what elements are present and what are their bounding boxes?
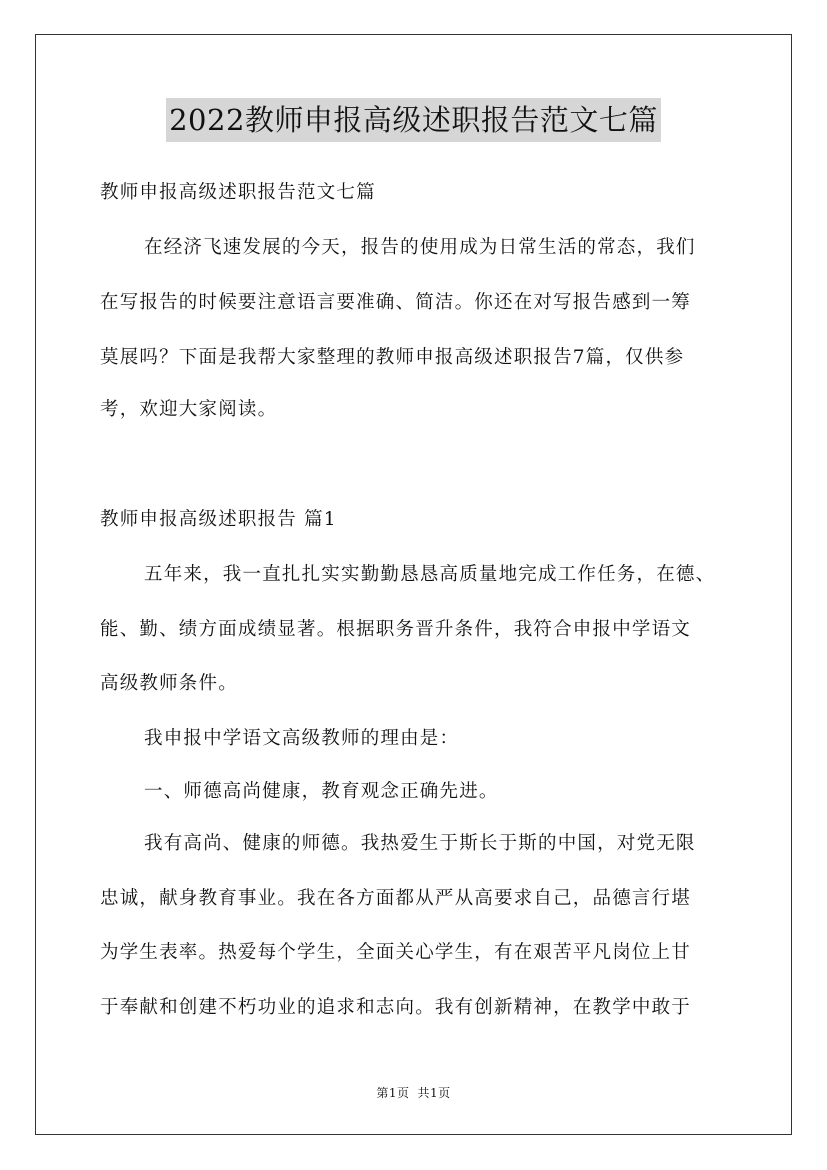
- para2-line-1: 我申报中学语文高级教师的理由是：: [144, 728, 460, 749]
- para4-line-4: 于奉献和创建不朽功业的追求和志向。我有创新精神，在教学中敢于: [100, 997, 692, 1018]
- page-total: 共1页: [417, 1086, 451, 1100]
- para1-line-1: 五年来，我一直扎扎实实勤勤恳恳高质量地完成工作任务，在德、: [144, 564, 716, 585]
- para4-line-1: 我有高尚、健康的师德。我热爱生于斯长于斯的中国，对党无限: [144, 833, 696, 854]
- intro-line-3: 莫展吗？下面是我帮大家整理的教师申报高级述职报告7篇，仅供参: [100, 347, 685, 368]
- para1-line-3: 高级教师条件。: [100, 673, 238, 694]
- page-footer: [0, 1084, 827, 1101]
- title-container: [0, 98, 827, 142]
- para4-line-3: 为学生表率。热爱每个学生，全面关心学生，有在艰苦平凡岗位上甘: [100, 942, 692, 963]
- section-heading: 教师申报高级述职报告 篇1: [100, 509, 337, 530]
- intro-line-1: 在经济飞速发展的今天，报告的使用成为日常生活的常态，我们: [144, 237, 696, 258]
- para4-line-2: 忠诚，献身教育事业。我在各方面都从严从高要求自己，品德言行堪: [100, 888, 692, 909]
- para3-line-1: 一、师德高尚健康，教育观念正确先进。: [144, 781, 499, 802]
- document-title: 2022教师申报高级述职报告范文七篇: [166, 98, 661, 142]
- document-subtitle: 教师申报高级述职报告范文七篇: [100, 182, 376, 203]
- para1-line-2: 能、勤、绩方面成绩显著。根据职务晋升条件，我符合申报中学语文: [100, 619, 692, 640]
- intro-line-2: 在写报告的时候要注意语言要准确、简洁。你还在对写报告感到一筹: [100, 292, 692, 313]
- page-number: 第1页: [376, 1086, 410, 1100]
- intro-line-4: 考，欢迎大家阅读。: [100, 399, 278, 420]
